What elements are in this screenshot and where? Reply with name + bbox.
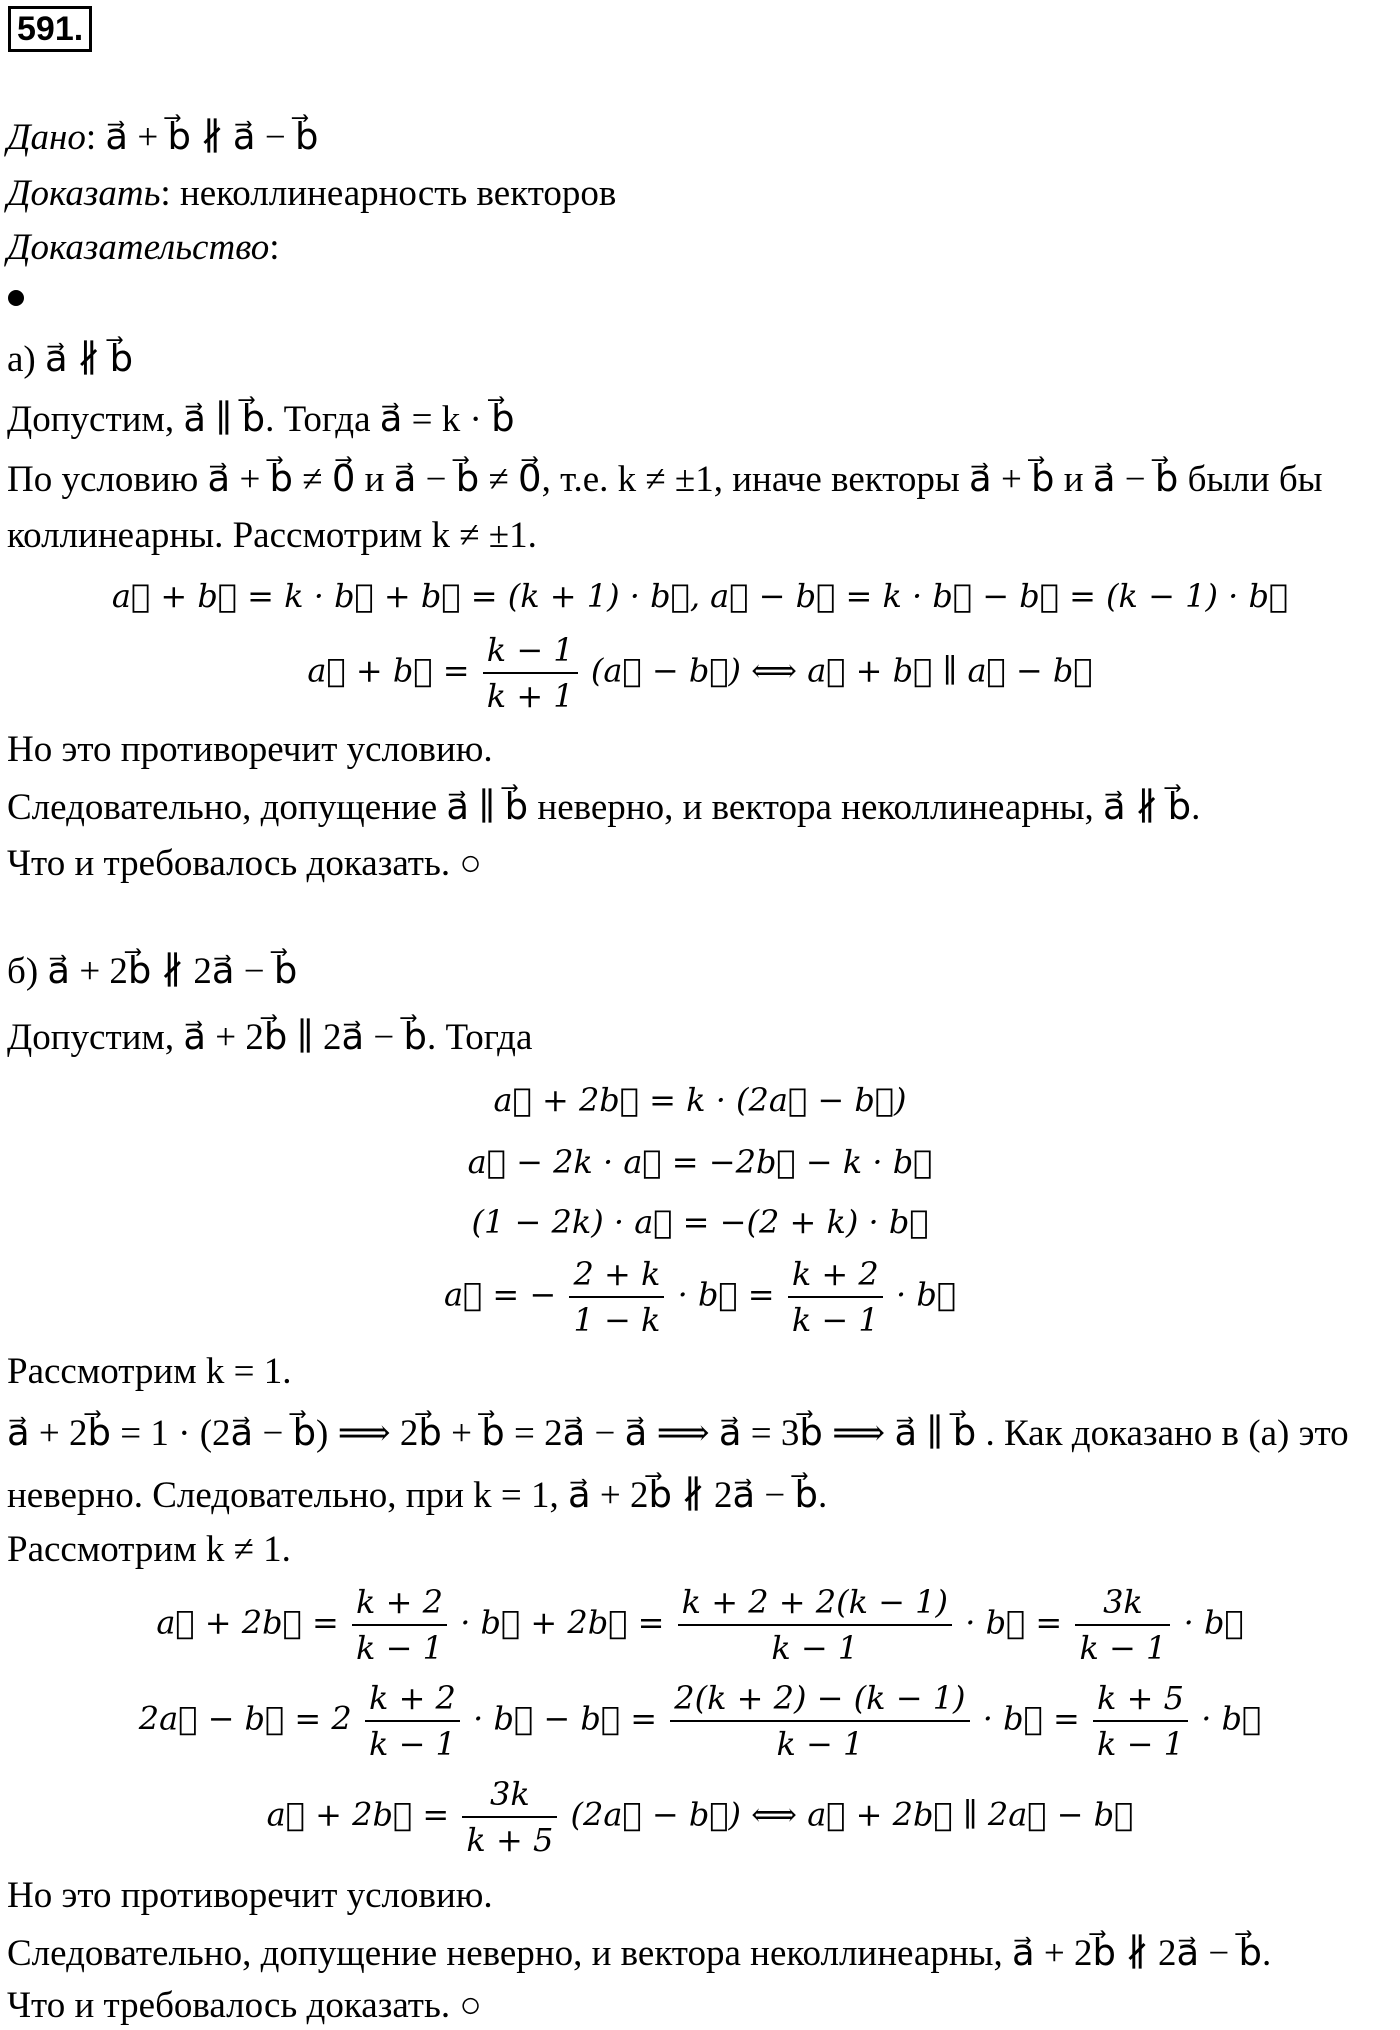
part-b-eq6-a: 2a⃗ − b⃗ = 2 <box>138 1699 352 1738</box>
part-b-equation-2 <box>0 1140 1400 1184</box>
fraction-denominator: k − 1 <box>369 1725 456 1763</box>
part-b-equation-1 <box>0 1078 1400 1122</box>
part-b-eq5-c: · b⃗ = <box>965 1603 1063 1642</box>
part-a-consider: коллинеарны. Рассмотрим k ≠ ±1. <box>7 515 537 556</box>
part-b-eq7-a: a⃗ + 2b⃗ = <box>266 1795 450 1834</box>
part-b-eq4-right: · b⃗ <box>896 1275 957 1314</box>
fraction-denominator: k − 1 <box>771 1629 859 1667</box>
part-b-equation-7 <box>0 1772 1400 1862</box>
part-a-assume: Допустим, a⃗ ∥ b⃗. Тогда a⃗ = k · b⃗ <box>7 399 515 440</box>
part-b-eq5-b: · b⃗ + 2b⃗ = <box>460 1603 665 1642</box>
part-a-equation-2 <box>0 628 1400 718</box>
part-b-eq4-left: a⃗ = − <box>443 1275 557 1314</box>
part-a-eq2-fraction <box>483 628 578 718</box>
part-b-eq4-fraction-2 <box>788 1252 883 1342</box>
fraction-denominator: k − 1 <box>1079 1629 1167 1667</box>
fraction-numerator: k + 5 <box>1093 1676 1188 1722</box>
part-b-eq6-fraction-1 <box>365 1676 460 1766</box>
part-b-eq6-d: · b⃗ <box>1201 1699 1262 1738</box>
part-a-eq2-right: (a⃗ − b⃗) ⟺ a⃗ + b⃗ ∥ a⃗ − b⃗ <box>590 651 1093 690</box>
proof-colon: : <box>269 227 280 268</box>
part-a-condition: По условию a⃗ + b⃗ ≠ 0⃗ и a⃗ − b⃗ ≠ 0⃗, т.е. k ≠ ±1, иначе векторы a⃗ + b⃗ и a⃗ − b⃗ были бы <box>7 459 1323 500</box>
fraction-numerator: k + 2 + 2(k − 1) <box>678 1580 952 1626</box>
fraction-denominator: 1 − k <box>573 1301 661 1339</box>
fraction-denominator: k + 1 <box>486 677 574 715</box>
part-b-qed: Что и требовалось доказать. ○ <box>7 1985 482 2026</box>
given-value: : a⃗ + b⃗ ∦ a⃗ − b⃗ <box>85 117 319 158</box>
part-b-eq6-c: · b⃗ = <box>982 1699 1080 1738</box>
part-a-equation-1 <box>0 574 1400 618</box>
part-b-eq5-fraction-3 <box>1075 1580 1170 1670</box>
part-b-equation-5 <box>0 1580 1400 1670</box>
fraction-denominator: k − 1 <box>356 1629 443 1667</box>
part-b-eq4-mid: · b⃗ = <box>677 1275 775 1314</box>
prove-value: : неколлинеарность векторов <box>160 173 617 214</box>
proof-line <box>7 226 280 270</box>
fraction-numerator: 3k <box>462 1772 557 1818</box>
prove-label: Доказать <box>7 173 161 214</box>
part-b-assume: Допустим, a⃗ + 2b⃗ ∥ 2a⃗ − b⃗. Тогда <box>7 1017 533 1058</box>
proof-label: Доказательство <box>7 227 270 268</box>
problem-number: 591. <box>8 6 92 52</box>
given-line <box>7 116 318 160</box>
fraction-denominator: k − 1 <box>791 1301 879 1339</box>
fraction-numerator: k − 1 <box>483 628 578 674</box>
fraction-numerator: 3k <box>1075 1580 1170 1626</box>
fraction-numerator: k + 2 <box>352 1580 447 1626</box>
part-b-eq5-fraction-2 <box>678 1580 952 1670</box>
part-a-conclusion: Следовательно, допущение a⃗ ∥ b⃗ неверно, и вектора неколлинеарны, a⃗ ∦ b⃗. <box>7 787 1201 828</box>
part-b-eq1-text: a⃗ + 2b⃗ = k · (2a⃗ − b⃗) <box>493 1081 907 1119</box>
part-a-heading: а) a⃗ ∦ b⃗ <box>7 339 134 380</box>
given-label: Дано <box>7 117 86 158</box>
fraction-denominator: k + 5 <box>466 1821 554 1859</box>
part-b-contradiction: Но это противоречит условию. <box>7 1875 493 1916</box>
part-b-eq6-fraction-2 <box>670 1676 969 1766</box>
part-b-k1-conclusion: неверно. Следовательно, при k = 1, a⃗ + 2b⃗ ∦ 2a⃗ − b⃗. <box>7 1475 828 1516</box>
part-b-equation-4 <box>0 1252 1400 1342</box>
fraction-numerator: k + 2 <box>365 1676 460 1722</box>
fraction-numerator: 2(k + 2) − (k − 1) <box>670 1676 969 1722</box>
fraction-denominator: k − 1 <box>776 1725 864 1763</box>
part-a-qed: Что и требовалось доказать. ○ <box>7 843 482 884</box>
part-b-eq3-text: (1 − 2k) · a⃗ = −(2 + k) · b⃗ <box>471 1203 929 1241</box>
part-b-k1-derivation: a⃗ + 2b⃗ = 1 · (2a⃗ − b⃗) ⟹ 2b⃗ + b⃗ = 2a⃗ − a⃗ ⟹ a⃗ = 3b⃗ ⟹ a⃗ ∥ b⃗ . Как доказано в (а) это <box>7 1413 1349 1454</box>
part-b-equation-6 <box>0 1676 1400 1766</box>
part-b-consider-k1: Рассмотрим k = 1. <box>7 1351 292 1392</box>
prove-line <box>7 172 616 216</box>
part-b-eq5-a: a⃗ + 2b⃗ = <box>156 1603 339 1642</box>
part-b-conclusion: Следовательно, допущение неверно, и вектора неколлинеарны, a⃗ + 2b⃗ ∦ 2a⃗ − b⃗. <box>7 1933 1272 1974</box>
bullet-marker <box>8 290 24 306</box>
fraction-numerator: 2 + k <box>569 1252 664 1298</box>
fraction-denominator: k − 1 <box>1097 1725 1184 1763</box>
part-a-contradiction: Но это противоречит условию. <box>7 729 493 770</box>
part-b-consider-k-ne-1: Рассмотрим k ≠ 1. <box>7 1529 291 1570</box>
part-b-eq5-d: · b⃗ <box>1183 1603 1244 1642</box>
part-b-eq7-fraction <box>462 1772 557 1862</box>
part-b-eq2-text: a⃗ − 2k · a⃗ = −2b⃗ − k · b⃗ <box>467 1143 933 1181</box>
fraction-numerator: k + 2 <box>788 1252 883 1298</box>
part-b-eq4-fraction-1 <box>569 1252 664 1342</box>
part-b-equation-3 <box>0 1200 1400 1244</box>
part-b-eq6-fraction-3 <box>1093 1676 1188 1766</box>
part-b-eq5-fraction-1 <box>352 1580 447 1670</box>
part-b-eq6-b: · b⃗ − b⃗ = <box>473 1699 658 1738</box>
part-a-eq2-left: a⃗ + b⃗ = <box>307 651 470 690</box>
part-b-heading: б) a⃗ + 2b⃗ ∦ 2a⃗ − b⃗ <box>7 951 298 992</box>
part-a-eq1-text: a⃗ + b⃗ = k · b⃗ + b⃗ = (k + 1) · b⃗, a⃗ − b⃗ = k · b⃗ − b⃗ = (k − 1) · b⃗ <box>111 577 1289 615</box>
part-b-eq7-b: (2a⃗ − b⃗) ⟺ a⃗ + 2b⃗ ∥ 2a⃗ − b⃗ <box>570 1795 1134 1834</box>
